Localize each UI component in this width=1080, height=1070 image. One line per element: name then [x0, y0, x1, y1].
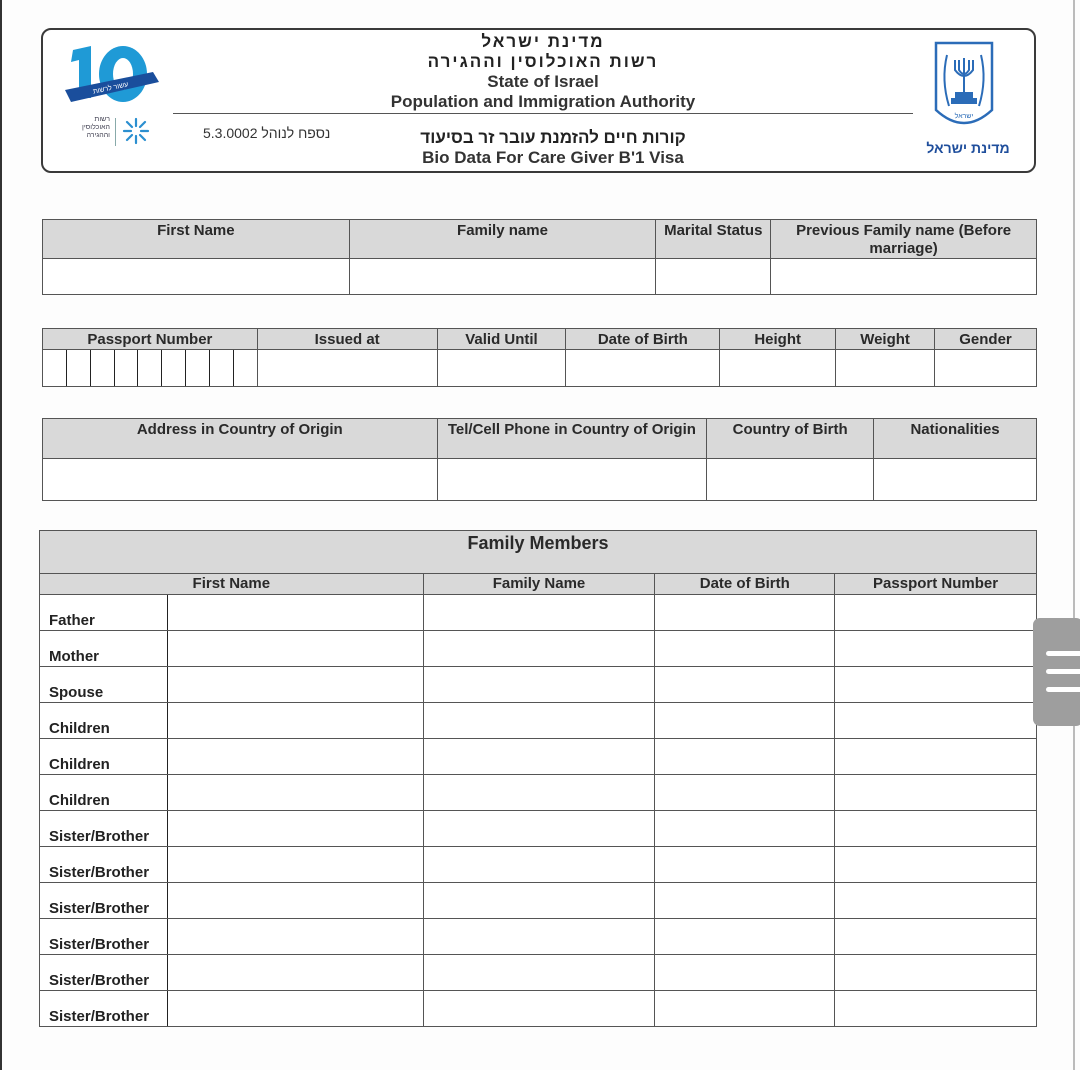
member-first-name-field[interactable] — [167, 667, 423, 703]
member-family-name-field[interactable] — [423, 919, 655, 955]
family-member-row — [40, 847, 1037, 883]
member-family-name-field[interactable] — [423, 667, 655, 703]
height-field[interactable] — [720, 350, 836, 387]
member-date-of-birth-field[interactable] — [655, 775, 835, 811]
emblem-inscription: ישראל — [954, 113, 974, 120]
menu-lines-icon — [1046, 669, 1080, 674]
member-first-name-field[interactable] — [167, 739, 423, 775]
member-passport-number-field[interactable] — [835, 703, 1037, 739]
page-edge — [0, 0, 2, 1070]
gender-field[interactable] — [935, 350, 1037, 387]
logo-divider — [115, 118, 116, 146]
identity-details-table — [42, 328, 1037, 387]
previous-family-name-field[interactable] — [771, 259, 1037, 295]
header-first-name: First Name — [43, 220, 350, 259]
member-date-of-birth-field[interactable] — [655, 631, 835, 667]
header-phone: Tel/Cell Phone in Country of Origin — [437, 419, 707, 459]
ten-year-logo-icon — [63, 42, 163, 112]
passport-digit-boxes — [43, 350, 257, 386]
relation-label: Father — [40, 595, 168, 631]
valid-until-field[interactable] — [437, 350, 566, 387]
nationalities-field[interactable] — [874, 459, 1037, 501]
header-previous-family-name: Previous Family name (Before marriage) — [771, 220, 1037, 259]
family-member-row — [40, 667, 1037, 703]
relation-label: Children — [40, 703, 168, 739]
member-date-of-birth-field[interactable] — [655, 919, 835, 955]
member-first-name-field[interactable] — [167, 703, 423, 739]
passport-digit-box[interactable] — [234, 350, 257, 386]
first-name-field[interactable] — [43, 259, 350, 295]
member-first-name-field[interactable] — [167, 631, 423, 667]
phone-field[interactable] — [437, 459, 707, 501]
member-family-name-field[interactable] — [423, 775, 655, 811]
member-passport-number-field[interactable] — [835, 919, 1037, 955]
member-family-name-field[interactable] — [423, 595, 655, 631]
member-passport-number-field[interactable] — [835, 775, 1037, 811]
relation-label: Children — [40, 739, 168, 775]
form-title-english: Bio Data For Care Giver B'1 Visa — [422, 148, 684, 167]
header-member-family-name: Family Name — [423, 574, 655, 595]
member-date-of-birth-field[interactable] — [655, 703, 835, 739]
member-first-name-field[interactable] — [167, 847, 423, 883]
header-family-name: Family name — [349, 220, 656, 259]
member-date-of-birth-field[interactable] — [655, 883, 835, 919]
member-date-of-birth-field[interactable] — [655, 811, 835, 847]
address-field[interactable] — [43, 459, 438, 501]
passport-digit-box[interactable] — [186, 350, 210, 386]
member-family-name-field[interactable] — [423, 883, 655, 919]
header-gender: Gender — [935, 329, 1037, 350]
member-passport-number-field[interactable] — [835, 595, 1037, 631]
family-member-row — [40, 739, 1037, 775]
passport-digit-box[interactable] — [138, 350, 162, 386]
member-first-name-field[interactable] — [167, 811, 423, 847]
family-member-row — [40, 595, 1037, 631]
header-address: Address in Country of Origin — [43, 419, 438, 459]
scroll-handle[interactable] — [1033, 618, 1080, 726]
member-family-name-field[interactable] — [423, 991, 655, 1027]
family-members-body — [40, 595, 1037, 1027]
passport-digit-box[interactable] — [162, 350, 186, 386]
header-marital-status: Marital Status — [656, 220, 771, 259]
member-passport-number-field[interactable] — [835, 955, 1037, 991]
member-date-of-birth-field[interactable] — [655, 955, 835, 991]
member-passport-number-field[interactable] — [835, 667, 1037, 703]
member-passport-number-field[interactable] — [835, 739, 1037, 775]
passport-digit-box[interactable] — [91, 350, 115, 386]
family-member-row — [40, 703, 1037, 739]
date-of-birth-field[interactable] — [566, 350, 720, 387]
member-passport-number-field[interactable] — [835, 631, 1037, 667]
header-member-date-of-birth: Date of Birth — [655, 574, 835, 595]
header-weight: Weight — [836, 329, 935, 350]
relation-label: Sister/Brother — [40, 811, 168, 847]
family-members-caption: Family Members — [40, 531, 1037, 574]
logo-ribbon-text: עשור לרשות — [92, 81, 129, 96]
member-family-name-field[interactable] — [423, 631, 655, 667]
personal-details-table — [42, 219, 1037, 295]
hebrew-state-name: מדינת ישראל — [481, 32, 605, 51]
relation-label: Children — [40, 775, 168, 811]
member-date-of-birth-field[interactable] — [655, 667, 835, 703]
member-passport-number-field[interactable] — [835, 991, 1037, 1027]
country-of-birth-field[interactable] — [707, 459, 874, 501]
header-nationalities: Nationalities — [874, 419, 1037, 459]
member-date-of-birth-field[interactable] — [655, 991, 835, 1027]
relation-label: Mother — [40, 631, 168, 667]
header-passport-number: Passport Number — [43, 329, 258, 350]
member-first-name-field[interactable] — [167, 595, 423, 631]
member-date-of-birth-field[interactable] — [655, 595, 835, 631]
annex-label: נספח לנוהל 5.3.0002 — [203, 125, 331, 141]
header-issued-at: Issued at — [257, 329, 437, 350]
english-authority-name: Population and Immigration Authority — [390, 92, 696, 111]
member-family-name-field[interactable] — [423, 739, 655, 775]
member-passport-number-field[interactable] — [835, 847, 1037, 883]
passport-digit-box[interactable] — [210, 350, 234, 386]
header-height: Height — [720, 329, 836, 350]
member-first-name-field[interactable] — [167, 883, 423, 919]
member-date-of-birth-field[interactable] — [655, 739, 835, 775]
family-member-row — [40, 775, 1037, 811]
header-valid-until: Valid Until — [437, 329, 566, 350]
page-edge — [1073, 0, 1075, 1070]
member-family-name-field[interactable] — [423, 703, 655, 739]
header-member-first-name: First Name — [40, 574, 424, 595]
passport-number-field[interactable] — [43, 350, 258, 387]
member-first-name-field[interactable] — [167, 955, 423, 991]
family-name-field[interactable] — [349, 259, 656, 295]
family-member-row — [40, 991, 1037, 1027]
member-date-of-birth-field[interactable] — [655, 847, 835, 883]
relation-label: Sister/Brother — [40, 919, 168, 955]
member-family-name-field[interactable] — [423, 811, 655, 847]
member-passport-number-field[interactable] — [835, 883, 1037, 919]
authority-logo — [65, 116, 155, 148]
header-member-passport-number: Passport Number — [835, 574, 1037, 595]
member-first-name-field[interactable] — [167, 775, 423, 811]
passport-digit-box[interactable] — [115, 350, 139, 386]
hebrew-authority-name: רשות האוכלוסין וההגירה — [427, 52, 659, 71]
relation-label: Sister/Brother — [40, 991, 168, 1027]
relation-label: Spouse — [40, 667, 168, 703]
form-title-hebrew: קורות חיים להזמנת עובר זר בסיעוד — [420, 128, 686, 147]
menu-lines-icon — [1046, 687, 1080, 692]
passport-digit-box[interactable] — [43, 350, 67, 386]
member-family-name-field[interactable] — [423, 847, 655, 883]
family-member-row — [40, 883, 1037, 919]
family-members-table — [39, 530, 1037, 1027]
title-block — [173, 32, 913, 112]
member-first-name-field[interactable] — [167, 919, 423, 955]
form-header — [41, 28, 1036, 173]
issued-at-field[interactable] — [257, 350, 437, 387]
relation-label: Sister/Brother — [40, 883, 168, 919]
member-first-name-field[interactable] — [167, 991, 423, 1027]
member-family-name-field[interactable] — [423, 955, 655, 991]
header-date-of-birth: Date of Birth — [566, 329, 720, 350]
header-country-of-birth: Country of Birth — [707, 419, 874, 459]
weight-field[interactable] — [836, 350, 935, 387]
form-title-block — [253, 128, 853, 168]
authority-star-icon — [121, 116, 151, 146]
menu-lines-icon — [1046, 651, 1080, 656]
family-member-row — [40, 955, 1037, 991]
authority-logo-text: רשות האוכלוסין וההגירה — [82, 116, 110, 139]
english-state-name: State of Israel — [487, 72, 599, 91]
passport-digit-box[interactable] — [67, 350, 91, 386]
member-passport-number-field[interactable] — [835, 811, 1037, 847]
family-member-row — [40, 631, 1037, 667]
marital-status-field[interactable] — [656, 259, 771, 295]
relation-label: Sister/Brother — [40, 847, 168, 883]
family-member-row — [40, 919, 1037, 955]
family-member-row — [40, 811, 1037, 847]
state-emblem-icon — [933, 40, 995, 136]
contact-details-table — [42, 418, 1037, 501]
emblem-caption: מדינת ישראל — [926, 140, 1010, 156]
relation-label: Sister/Brother — [40, 955, 168, 991]
header-divider — [173, 113, 913, 114]
